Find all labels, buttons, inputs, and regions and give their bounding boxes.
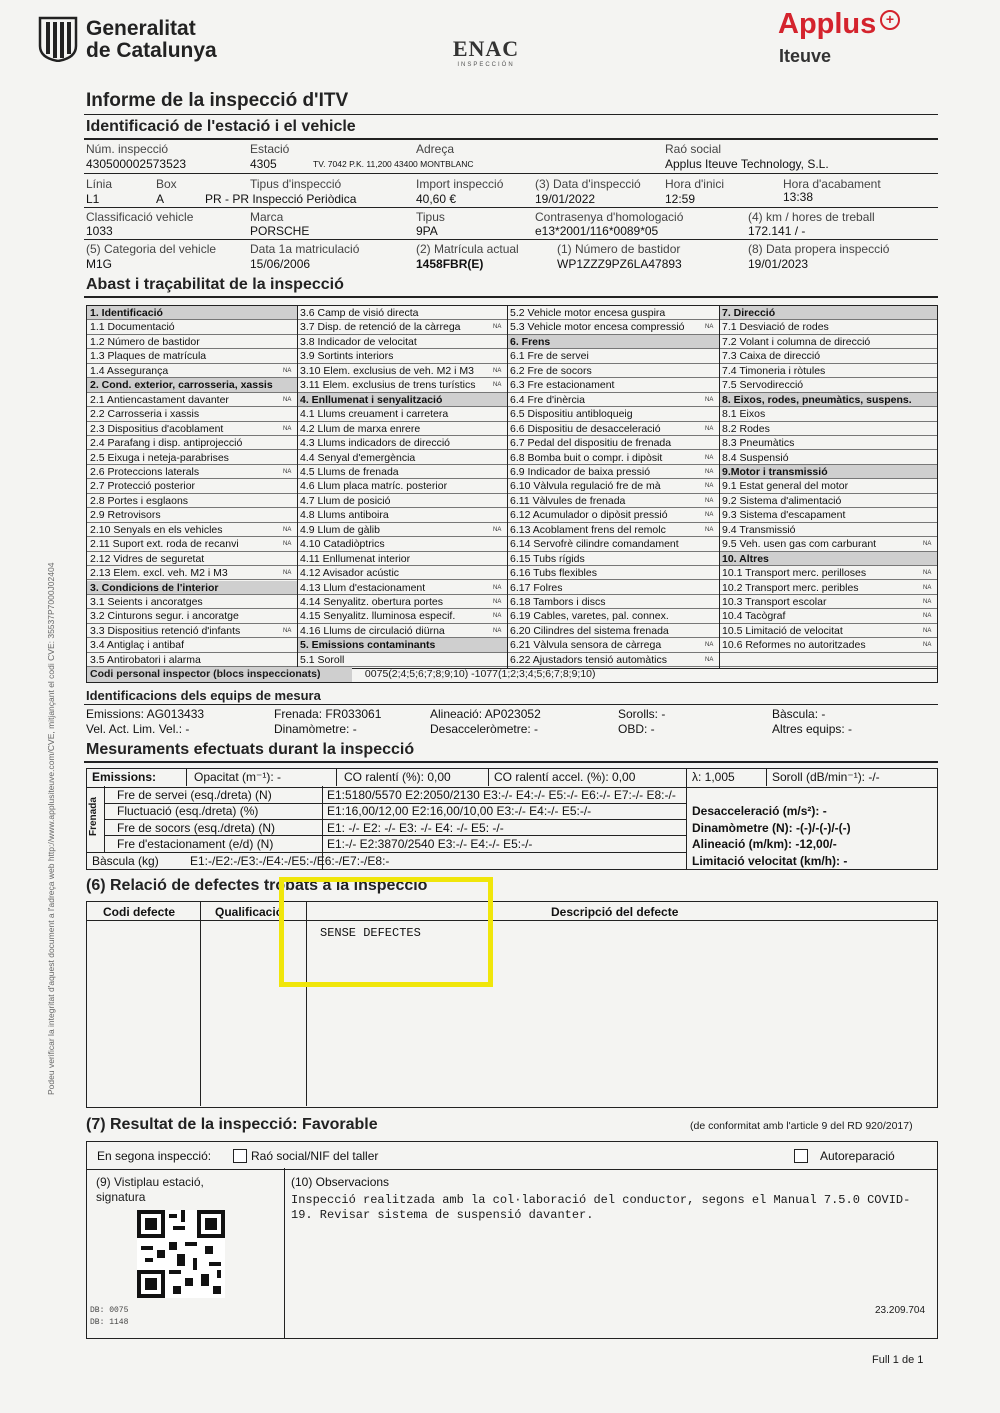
scope-item: 3.2 Cinturons segur. i ancoratge <box>87 609 297 623</box>
fluctuacio-value: E1:16,00/12,00 E2:16,00/10,00 E3:-/- E4:-/- E5:-/- <box>327 804 592 818</box>
scope-item: 4.5 Llums de frenada <box>297 465 507 479</box>
equip-sorolls: Sorolls: - <box>618 707 666 721</box>
fre-socors-value: E1: -/- E2: -/- E3: -/- E4: -/- E5: -/- <box>327 821 504 835</box>
col-qualificacio: Qualificació <box>215 905 284 919</box>
scope-item: 4.15 Senyalitz. lluminosa especif. <box>297 609 507 623</box>
na-badge: NA <box>283 526 292 533</box>
na-badge: NA <box>493 613 502 620</box>
fre-estac-value: E1:-/- E2:3870/2540 E3:-/- E4:-/- E5:-/- <box>327 837 533 851</box>
na-badge: NA <box>705 526 714 533</box>
scope-item: 2.5 Eixuga i neteja-parabrises <box>87 451 297 465</box>
scope-item: 6.3 Fre estacionament <box>507 378 719 392</box>
tipus-value: 9PA <box>416 224 438 238</box>
scope-item: 7.5 Servodirecció <box>719 378 937 392</box>
plus-icon: + <box>880 10 900 30</box>
tipus-inspeccio-label: Tipus d'inspecció <box>250 177 342 191</box>
na-badge: NA <box>283 425 292 432</box>
scope-item: 6.2 Fre de socors <box>507 364 719 378</box>
scope-item: 6.16 Tubs flexibles <box>507 566 719 580</box>
scope-item: 6.14 Servofrè cilindre comandament <box>507 537 719 551</box>
scope-item: 3.1 Seients i ancoratges <box>87 595 297 609</box>
na-badge: NA <box>283 396 292 403</box>
scope-item: 8.4 Suspensió <box>719 451 937 465</box>
na-badge: NA <box>923 570 932 577</box>
scope-item: 2.2 Carrosseria i xassis <box>87 407 297 421</box>
defects-title: (6) Relació de defectes trobats a la inspecció <box>86 877 428 894</box>
na-badge: NA <box>705 324 714 331</box>
scope-item: 4.16 Llums de circulació diürna <box>297 624 507 638</box>
scope-item: 10.3 Transport escolar <box>719 595 937 609</box>
desacceleracio: Desacceleració (m/s²): - <box>692 804 827 818</box>
na-badge: NA <box>923 627 932 634</box>
scope-item: 5.1 Soroll <box>297 653 507 667</box>
scope-title: Abast i traçabilitat de la inspecció <box>86 276 344 293</box>
scope-item: 3.4 Antiglaç i antibaf <box>87 638 297 652</box>
na-badge: NA <box>705 497 714 504</box>
inspector-label: Codi personal inspector (blocs inspeccionats) <box>87 667 352 682</box>
enac-logo <box>445 36 527 68</box>
scope-item: 9.5 Veh. usen gas com carburant <box>719 537 937 551</box>
enac-subtext: INSPECCIÓN <box>457 62 515 68</box>
equip-altres: Altres equips: - <box>772 722 853 736</box>
code-2: DB: 1148 <box>90 1318 129 1327</box>
scope-item: 4.1 Llums creuament i carretera <box>297 407 507 421</box>
code-1: DB: 0075 <box>90 1306 129 1315</box>
scope-item: 4.8 Llums antiboira <box>297 508 507 522</box>
scope-item: 8.1 Eixos <box>719 407 937 421</box>
na-badge: NA <box>923 613 932 620</box>
rao-social-label: Raó social <box>665 142 722 156</box>
inspector-row <box>86 667 938 683</box>
scope-item: 4.2 Llum de marxa enrere <box>297 422 507 436</box>
report-title: Informe de la inspecció d'ITV <box>86 90 349 111</box>
na-badge: NA <box>705 642 714 649</box>
scope-item: 4. Enllumenat i senyalització <box>297 393 507 407</box>
hora-inici-value: 12:59 <box>665 192 696 206</box>
scope-item: 2.10 Senyals en els vehicles <box>87 523 297 537</box>
equip-dinamometre: Dinamòmetre: - <box>274 722 357 736</box>
na-badge: NA <box>705 396 714 403</box>
scope-item: 1.2 Número de bastidor <box>87 335 297 349</box>
scope-item: 6.12 Acumulador o dipòsit pressió <box>507 508 719 522</box>
scope-item: 7.3 Caixa de direcció <box>719 349 937 363</box>
scope-item <box>719 653 937 667</box>
scope-item: 5.2 Vehicle motor encesa guspira <box>507 306 719 320</box>
na-badge: NA <box>493 367 502 374</box>
limitacio: Limitació velocitat (km/h): - <box>692 854 848 868</box>
import-value: 40,60 € <box>416 192 457 206</box>
scope-item: 3.6 Camp de visió directa <box>297 306 507 320</box>
num-inspeccio-label: Núm. inspecció <box>86 142 169 156</box>
page-number: Full 1 de 1 <box>872 1354 924 1366</box>
scope-item: 6.20 Cilindres del sistema frenada <box>507 624 719 638</box>
applus-logo: Applus <box>778 8 877 40</box>
scope-item: 7.2 Volant i columna de direcció <box>719 335 937 349</box>
na-badge: NA <box>705 468 714 475</box>
tipus-inspeccio-value: PR - PR Inspecció Periòdica <box>205 192 357 206</box>
bascula-label: Bàscula (kg) <box>92 854 159 868</box>
scope-item: 4.9 Llum de gàlib <box>297 523 507 537</box>
na-badge: NA <box>705 656 714 663</box>
scope-item: 3. Condicions de l'interior <box>87 581 297 595</box>
scope-item: 5.3 Vehicle motor encesa compressió <box>507 320 719 334</box>
bastidor-label: (1) Número de bastidor <box>557 242 681 256</box>
doc-number: 23.209.704 <box>875 1305 926 1316</box>
scope-item: 6.7 Pedal del dispositiu de frenada <box>507 436 719 450</box>
na-badge: NA <box>493 627 502 634</box>
hora-acabament-label: Hora d'acabament <box>783 177 881 191</box>
generalitat-logo-icon <box>38 16 78 62</box>
scope-item: 9.2 Sistema d'alimentació <box>719 494 937 508</box>
scope-item: 8. Eixos, rodes, pneumàtics, suspens. <box>719 393 937 407</box>
data-inspeccio-label: (3) Data d'inspecció <box>535 177 641 191</box>
scope-item: 6.22 Ajustadors tensió automàtics <box>507 653 719 667</box>
equip-bascula: Bàscula: - <box>772 707 826 721</box>
scope-item: 9.1 Estat general del motor <box>719 479 937 493</box>
na-badge: NA <box>923 584 932 591</box>
scope-item: 6.11 Vàlvules de frenada <box>507 494 719 508</box>
org-line2: de Catalunya <box>86 39 217 62</box>
scope-item: 2.7 Protecció posterior <box>87 479 297 493</box>
data-inspeccio-value: 19/01/2022 <box>535 192 596 206</box>
soroll: Soroll (dB/min⁻¹): -/- <box>772 770 880 784</box>
result-title: (7) Resultat de la inspecció: Favorable <box>86 1116 378 1133</box>
scope-item: 10. Altres <box>719 552 937 566</box>
scope-item: 1.3 Plaques de matrícula <box>87 349 297 363</box>
km-value: 172.141 / - <box>748 224 806 238</box>
equipment-title: Identificacions dels equips de mesura <box>86 688 321 703</box>
identification-title: Identificació de l'estació i el vehicle <box>86 118 356 135</box>
estacio-value: 4305 <box>250 157 277 171</box>
scope-item: 6.10 Vàlvula regulació fre de mà <box>507 479 719 493</box>
scope-item: 3.5 Antirobatori i alarma <box>87 653 297 667</box>
scope-item: 6.18 Tambors i discs <box>507 595 719 609</box>
adreca-label: Adreça <box>416 142 455 156</box>
scope-item: 4.12 Avisador acústic <box>297 566 507 580</box>
scope-item: 10.1 Transport merc. perilloses <box>719 566 937 580</box>
scope-item: 3.7 Disp. de retenció de la càrrega <box>297 320 507 334</box>
scope-item: 7.4 Timoneria i ròtules <box>719 364 937 378</box>
scope-item: 4.7 Llum de posició <box>297 494 507 508</box>
scope-item: 6.5 Dispositiu antibloqueig <box>507 407 719 421</box>
scope-item: 9.4 Transmissió <box>719 523 937 537</box>
tipus-label: Tipus <box>416 210 445 224</box>
scope-item: 5. Emissions contaminants <box>297 638 507 652</box>
na-badge: NA <box>493 584 502 591</box>
scope-item: 9.3 Sistema d'escapament <box>719 508 937 522</box>
num-inspeccio-value: 430500002573523 <box>86 157 187 171</box>
rao-social-value: Applus Iteuve Technology, S.L. <box>665 157 829 171</box>
equip-frenada: Frenada: FR033061 <box>274 707 382 721</box>
box-value: A <box>156 192 165 206</box>
scope-item: 3.10 Elem. exclusius de veh. M2 i M3 <box>297 364 507 378</box>
scope-item: 6.15 Tubs rígids <box>507 552 719 566</box>
scope-item: 6.21 Vàlvula sensora de càrrega <box>507 638 719 652</box>
iteuve-logo: Iteuve <box>779 46 832 66</box>
na-badge: NA <box>923 599 932 605</box>
equip-alineacio: Alineació: AP023052 <box>430 707 541 721</box>
na-badge: NA <box>283 570 292 577</box>
scope-item: 7.1 Desviació de rodes <box>719 320 937 334</box>
hora-acabament-value: 13:38 <box>783 190 814 204</box>
second-inspection-row <box>86 1141 938 1170</box>
data-matriculacio-label: Data 1a matriculació <box>250 242 360 256</box>
matricula-label: (2) Matrícula actual <box>416 242 519 256</box>
equip-emissions: Emissions: AG013433 <box>86 707 205 721</box>
categoria-value: M1G <box>86 257 113 271</box>
scope-table <box>86 305 938 669</box>
scope-item: 4.10 Catadiòptrics <box>297 537 507 551</box>
vistiplau-label: (9) Vistiplau estació, signatura <box>96 1175 204 1204</box>
frenada-label: Frenada <box>88 797 99 836</box>
scope-item: 9.Motor i transmissió <box>719 465 937 479</box>
scope-item: 2.9 Retrovisors <box>87 508 297 522</box>
scope-item: 2.12 Vidres de seguretat <box>87 552 297 566</box>
scope-item: 1.1 Documentació <box>87 320 297 334</box>
equip-desaccelerometre: Desacceleròmetre: - <box>430 722 539 736</box>
scope-item: 6.19 Cables, varetes, pal. connex. <box>507 609 719 623</box>
lambda: λ: 1,005 <box>692 770 735 784</box>
import-label: Import inspecció <box>416 177 504 191</box>
fre-servei-label: Fre de servei (esq./dreta) (N) <box>117 788 272 802</box>
na-badge: NA <box>705 483 714 490</box>
scope-item: 2.4 Parafang i disp. antiprojecció <box>87 436 297 450</box>
defect-entry: SENSE DEFECTES <box>320 926 421 940</box>
segona-label: En segona inspecció: <box>97 1149 212 1163</box>
scope-item: 2.1 Antiencastament davanter <box>87 393 297 407</box>
equip-obd: OBD: - <box>618 722 655 736</box>
scope-item: 2.3 Dispositius d'acoblament <box>87 422 297 436</box>
na-badge: NA <box>283 367 292 374</box>
scope-item: 2. Cond. exterior, carrosseria, xassis <box>87 378 297 392</box>
observ-label: (10) Observacions <box>291 1175 390 1189</box>
col-descripcio: Descripció del defecte <box>551 905 679 919</box>
scope-item: 2.6 Proteccions laterals <box>87 465 297 479</box>
scope-item: 6.13 Acoblament frens del remolc <box>507 523 719 537</box>
scope-item: 3.9 Sortints interiors <box>297 349 507 363</box>
scope-item: 6.9 Indicador de baixa pressió <box>507 465 719 479</box>
scope-item: 7. Direcció <box>719 306 937 320</box>
dinamometre: Dinamòmetre (N): -(-)/-(-)/-(-) <box>692 821 851 835</box>
taller-label: Raó social/NIF del taller <box>251 1149 379 1163</box>
scope-item: 2.8 Portes i esglaons <box>87 494 297 508</box>
scope-item: 6.6 Dispositiu de desacceleració <box>507 422 719 436</box>
scope-item: 3.8 Indicador de velocitat <box>297 335 507 349</box>
data-matriculacio-value: 15/06/2006 <box>250 257 311 271</box>
marca-value: PORSCHE <box>250 224 310 238</box>
scope-item: 8.3 Pneumàtics <box>719 436 937 450</box>
scope-item: 10.2 Transport merc. peribles <box>719 581 937 595</box>
scope-item: 3.11 Elem. exclusius de trens turístics <box>297 378 507 392</box>
scope-item: 4.13 Llum d'estacionament <box>297 581 507 595</box>
equip-vel-act: Vel. Act. Lim. Vel.: - <box>86 722 190 736</box>
alineacio: Alineació (m/km): -12,00/- <box>692 837 837 851</box>
enac-text: ENAC <box>452 36 520 61</box>
scope-item: 6.4 Fre d'inèrcia <box>507 393 719 407</box>
co-accel: CO ralentí accel. (%): 0,00 <box>494 770 636 784</box>
na-badge: NA <box>493 526 502 533</box>
na-badge: NA <box>705 454 714 461</box>
taller-checkbox[interactable] <box>233 1149 247 1163</box>
scope-item: 8.2 Rodes <box>719 422 937 436</box>
km-label: (4) km / hores de treball <box>748 210 875 224</box>
classificacio-value: 1033 <box>86 224 113 238</box>
scope-item: 4.6 Llum placa matríc. posterior <box>297 479 507 493</box>
categoria-label: (5) Categoria del vehicle <box>86 242 217 256</box>
inspector-value: 0075(2;4;5;6;7;8;9;10) -1077(1;2;3;4;5;6;7;8;9;10) <box>364 668 596 680</box>
propera-label: (8) Data propera inspecció <box>748 242 890 256</box>
fluctuacio-label: Fluctuació (esq./dreta) (%) <box>117 804 259 818</box>
opacitat: Opacitat (m⁻¹): - <box>194 770 282 784</box>
na-badge: NA <box>283 541 292 548</box>
na-badge: NA <box>705 425 714 432</box>
bastidor-value: WP1ZZZ9PZ6LA47893 <box>557 257 682 271</box>
fre-estac-label: Fre d'estacionament (e/d) (N) <box>117 837 274 851</box>
highlight-box <box>279 877 493 987</box>
scope-item: 3.3 Dispositius retenció d'infants <box>87 624 297 638</box>
autoreparacio-label: Autoreparació <box>820 1149 895 1163</box>
classificacio-label: Classificació vehicle <box>86 210 194 224</box>
scope-item: 4.4 Senyal d'emergència <box>297 451 507 465</box>
scope-item: 1. Identificació <box>87 306 297 320</box>
scope-item: 6.1 Fre de servei <box>507 349 719 363</box>
conformity-note: (de conformitat amb l'article 9 del RD 920/2017) <box>690 1120 913 1132</box>
na-badge: NA <box>283 627 292 634</box>
scope-item: 6.17 Folres <box>507 581 719 595</box>
col-codi-defecte: Codi defecte <box>103 905 176 919</box>
bascula-value: E1:-/E2:-/E3:-/E4:-/E5:-/E6:-/E7:-/E8:- <box>190 854 390 868</box>
adreca-value: TV. 7042 P.K. 11,200 43400 MONTBLANC <box>313 159 474 169</box>
na-badge: NA <box>705 512 714 519</box>
emissions-label: Emissions: <box>92 770 157 784</box>
propera-value: 19/01/2023 <box>748 257 809 271</box>
autoreparacio-checkbox[interactable] <box>794 1149 808 1163</box>
generalitat-title <box>86 18 217 62</box>
qr-code-icon <box>137 1210 225 1298</box>
na-badge: NA <box>493 324 502 331</box>
scope-item: 1.4 Assegurança <box>87 364 297 378</box>
linia-value: L1 <box>86 192 100 206</box>
na-badge: NA <box>493 599 502 605</box>
na-badge: NA <box>283 468 292 475</box>
verification-side-text: Podeu verificar la integritat d'aquest document a l'adreça web http://www.applusiteuve.com/CVE, mitjançant el codi CVE: 35537P7000J02404 <box>46 562 56 1095</box>
na-badge: NA <box>923 541 932 548</box>
scope-item: 4.14 Senyalitz. obertura portes <box>297 595 507 609</box>
na-badge: NA <box>923 642 932 649</box>
scope-item: 4.11 Enllumenat interior <box>297 552 507 566</box>
measurements-title: Mesuraments efectuats durant la inspecció <box>86 741 415 758</box>
scope-item: 10.4 Tacògraf <box>719 609 937 623</box>
box-label: Box <box>156 177 177 191</box>
scope-item: 2.11 Suport ext. roda de recanvi <box>87 537 297 551</box>
fre-servei-value: E1:5180/5570 E2:2050/2130 E3:-/- E4:-/- E5:-/- E6:-/- E7:-/- E8:-/- <box>327 788 676 802</box>
estacio-label: Estació <box>250 142 290 156</box>
scope-item: 10.5 Limitació de velocitat <box>719 624 937 638</box>
marca-label: Marca <box>250 210 284 224</box>
matricula-value: 1458FBR(E) <box>416 257 484 271</box>
defects-table <box>86 901 938 1108</box>
org-line1: Generalitat <box>86 17 196 40</box>
homologacio-label: Contrasenya d'homologació <box>535 210 684 224</box>
na-badge: NA <box>493 382 502 389</box>
scope-item: 2.13 Elem. excl. veh. M2 i M3 <box>87 566 297 580</box>
scope-item: 10.6 Reformes no autoritzades <box>719 638 937 652</box>
scope-item: 6.8 Bomba buit o compr. i dipòsit <box>507 451 719 465</box>
hora-inici-label: Hora d'inici <box>665 177 724 191</box>
scope-item: 4.3 Llums indicadors de direcció <box>297 436 507 450</box>
linia-label: Línia <box>86 177 113 191</box>
observ-text: Inspecció realitzada amb la col·laboració del conductor, segons el Manual 7.5.0 COVID-19. Revisar sistema de suspensió davanter. <box>291 1193 911 1222</box>
homologacio-value: e13*2001/116*0089*05 <box>535 224 659 238</box>
scope-item: 6. Frens <box>507 335 719 349</box>
co-ralenti: CO ralentí (%): 0,00 <box>344 770 451 784</box>
fre-socors-label: Fre de socors (esq./dreta) (N) <box>117 821 276 835</box>
